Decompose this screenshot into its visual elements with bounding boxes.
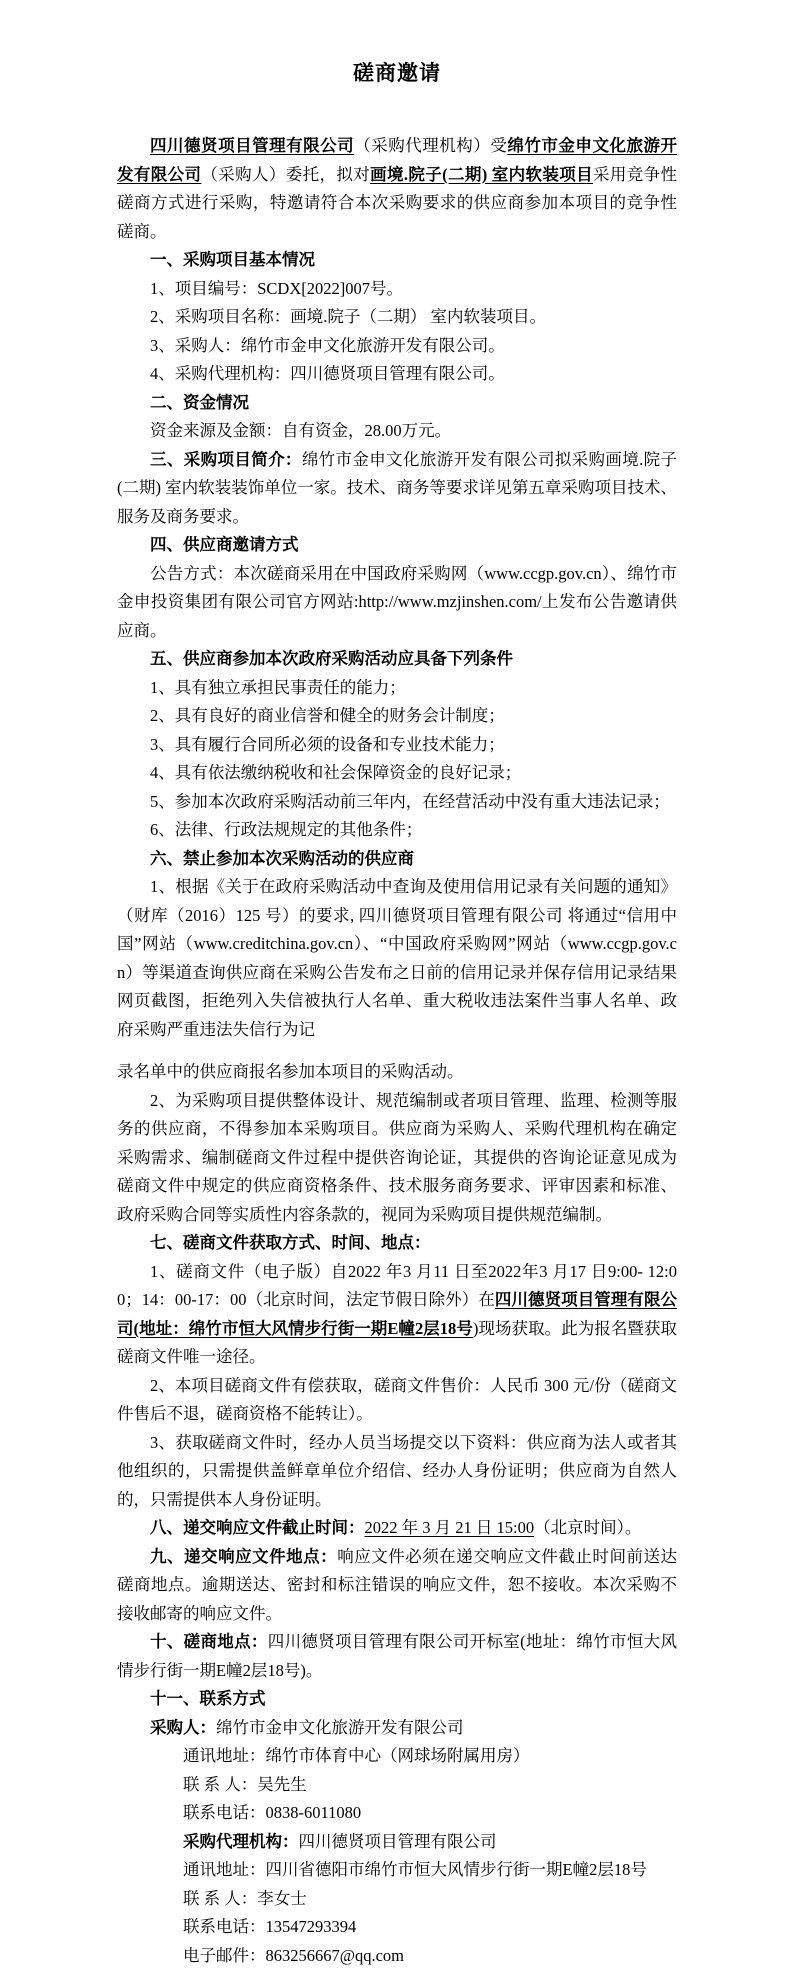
text-run: 四、供应商邀请方式 [150, 535, 299, 554]
document-body [117, 132, 677, 1970]
text-run: 1、项目编号：SCDX[2022]007号。 [150, 278, 404, 298]
text-run: 十、磋商地点： [150, 1632, 268, 1651]
text-run: 采购人： [150, 1717, 216, 1737]
text-run: 1、磋商文件（电子版）自2022 年3 月11 日至2022年3 月17 日9:00- 12:00；14：00-17：00（北京时间，法定节假日除外）在 [117, 1261, 677, 1309]
section-heading-5 [117, 645, 677, 674]
text-run: 6、法律、行政法规规定的其他条件； [150, 820, 423, 839]
item [117, 702, 677, 731]
item [117, 332, 677, 361]
text-run: 十一、联系方式 [150, 1689, 266, 1708]
contact-line [117, 1913, 677, 1942]
section-heading-4 [117, 531, 677, 560]
text-run: 资金来源及金额：自有资金，28.00万元。 [150, 421, 452, 440]
text-run: 画境.院子(二期) 室内软装项目 [370, 164, 593, 184]
section-heading-11 [117, 1685, 677, 1714]
item [117, 759, 677, 788]
text-run: 绵竹市金申文化旅游开发有限公司拟采购画境.院子(二期) 室内软装装饰单位一家。技术、商务等要求详见第五章采购项目技术、服务及商务要求。 [117, 449, 678, 526]
contact-line [117, 1885, 677, 1914]
text-run: 电子邮件：863256667@qq.com [183, 1945, 404, 1965]
text-run: 4、采购代理机构：四川德贤项目管理有限公司。 [150, 364, 505, 383]
text-run: 联 系 人：李女士 [183, 1888, 307, 1908]
text-run: 二、资金情况 [150, 392, 249, 412]
paragraph [117, 1429, 677, 1515]
text-run: 2、为采购项目提供整体设计、规范编制或者项目管理、监理、检测等服务的供应商，不得参加本采购项目。供应商为采购人、采购代理机构在确定采购需求、编制磋商文件过程中提供咨询论证，其提供的咨询论证意见成为磋商文件中规定的供应商资格条件、技术服务商务要求、评审因素和标准、政府采购合同等实质性内容条款的，视同为采购项目提供规范编制。 [117, 1090, 677, 1224]
text-run: 响应文件必须在递交响应文件截止时间前送达磋商地点。逾期送达、密封和标注错误的响应文件，恕不接收。本次采购不接收邮寄的响应文件。 [117, 1546, 678, 1623]
item [117, 816, 677, 845]
section-heading-1 [117, 246, 677, 275]
paragraph-continued [117, 1058, 677, 1087]
item [117, 303, 677, 332]
paragraph [117, 1258, 677, 1372]
item [117, 275, 677, 304]
contact-purchaser [117, 1714, 677, 1743]
text-run: 六、禁止参加本次采购活动的供应商 [150, 848, 414, 868]
contact-line [117, 1742, 677, 1771]
section-heading-2 [117, 389, 677, 418]
text-run: 2、具有良好的商业信誉和健全的财务会计制度； [150, 706, 505, 725]
text-run: 3、获取磋商文件时，经办人员当场提交以下资料：供应商为法人或者其他组织的，只需提供盖鲜章单位介绍信、经办人身份证明；供应商为自然人的，只需提供本人身份证明。 [117, 1432, 677, 1509]
intro-paragraph [117, 132, 677, 246]
document-title: 磋商邀请 [353, 61, 441, 85]
contact-line [117, 1942, 677, 1971]
section-heading-7 [117, 1229, 677, 1258]
text-run: 八、递交响应文件截止时间： [150, 1518, 365, 1537]
contact-line [117, 1856, 677, 1885]
item [117, 674, 677, 703]
text-run: 2、本项目磋商文件有偿获取，磋商文件售价：人民币 300 元/份（磋商文件售后不退，磋商资格不能转让）。 [117, 1375, 677, 1423]
paragraph [117, 417, 677, 446]
text-run: 3、采购人：绵竹市金申文化旅游开发有限公司。 [150, 335, 505, 355]
item [117, 788, 677, 817]
text-run: 九、递交响应文件地点： [150, 1546, 338, 1566]
item [117, 731, 677, 760]
text-run: 七、磋商文件获取方式、时间、地点： [150, 1233, 431, 1252]
text-run: 4、具有依法缴纳税收和社会保障资金的良好记录； [150, 763, 522, 782]
paragraph [117, 560, 677, 646]
text-run: 联系电话：0838-6011080 [183, 1803, 362, 1822]
text-run: （采购代理机构）受 [354, 136, 508, 155]
section-heading-10 [117, 1628, 677, 1685]
document-content [117, 0, 677, 1970]
contact-agency [117, 1828, 677, 1857]
text-run: 联系电话：13547293394 [183, 1917, 357, 1936]
section-heading-9 [117, 1543, 677, 1629]
item [117, 360, 677, 389]
text-run: 1、根据《关于在政府采购活动中查询及使用信用记录有关问题的通知》（财库（2016）125 号）的要求, 四川德贤项目管理有限公司 将通过“信用中国”网站（www.creditchina.gov.cn）、“中国政府采购网”网站（www.ccgp.gov.cn）等渠道查询供应商在采购公告发布之日前的信用记录并保存信用记录结果网页截图，拒绝列入失信被执行人名单、重大税收违法案件当事人名单、政府采购严重违法失信行为记 [117, 877, 677, 1039]
text-run: 公告方式：本次磋商采用在中国政府采购网（www.ccgp.gov.cn）、绵竹市金申投资集团有限公司官方网站:http://www.mzjinshen.com/上发布公告邀请供应商。 [117, 563, 677, 640]
text-run: 5、参加本次政府采购活动前三年内，在经营活动中没有重大违法记录； [150, 791, 670, 811]
text-run: 五、供应商参加本次政府采购活动应具备下列条件 [150, 649, 513, 668]
text-run: 2022 年 3 月 21 日 15:00 [364, 1518, 535, 1537]
text-run: 四川德贤项目管理有限公司 [150, 136, 355, 155]
text-run: 通讯地址：绵竹市体育中心（网球场附属用房） [183, 1746, 530, 1765]
text-run: 联 系 人：吴先生 [183, 1774, 307, 1794]
text-run: 2、采购项目名称：画境.院子（二期） 室内软装项目。 [150, 307, 546, 326]
text-run: 一、采购项目基本情况 [150, 250, 315, 269]
text-run: 采购代理机构： [183, 1831, 299, 1851]
text-run: 3、具有履行合同所必须的设备和专业技术能力； [150, 734, 505, 754]
text-run: )现场获取。此为报名暨获取磋商文件唯一途径。 [117, 1318, 678, 1366]
text-run: 1、具有独立承担民事责任的能力； [150, 677, 406, 697]
paragraph [117, 1372, 677, 1429]
section-heading-6 [117, 845, 677, 874]
section-heading-3 [117, 446, 677, 532]
section-heading-8 [117, 1514, 677, 1543]
text-run: （北京时间）。 [534, 1518, 642, 1537]
text-run: 录名单中的供应商报名参加本项目的采购活动。 [117, 1062, 464, 1081]
text-run: 三、采购项目简介： [150, 449, 302, 469]
text-run: （采购人）委托，拟对 [201, 164, 371, 184]
paragraph [117, 1087, 677, 1230]
text-run: 通讯地址：四川省德阳市绵竹市恒大风情步行街一期E幢2层18号 [183, 1860, 647, 1879]
text-run: 四川德贤项目管理有限公司(地址：绵竹市恒大风情步行街一期E幢2层18号 [117, 1290, 678, 1338]
contact-line [117, 1771, 677, 1800]
text-run: 绵竹市金申文化旅游开发有限公司 [216, 1717, 464, 1737]
text-run: 绵竹市金申文化旅游开发有限公司 [117, 136, 678, 184]
text-run: 四川德贤项目管理有限公司开标室(地址：绵竹市恒大风情步行街一期E幢2层18号)。 [117, 1632, 678, 1680]
text-run: 四川德贤项目管理有限公司 [298, 1831, 497, 1851]
contact-line [117, 1799, 677, 1828]
paragraph [117, 873, 677, 1044]
text-run: 采用竞争性磋商方式进行采购，特邀请符合本次采购要求的供应商参加本项目的竞争性磋商。 [117, 164, 677, 241]
